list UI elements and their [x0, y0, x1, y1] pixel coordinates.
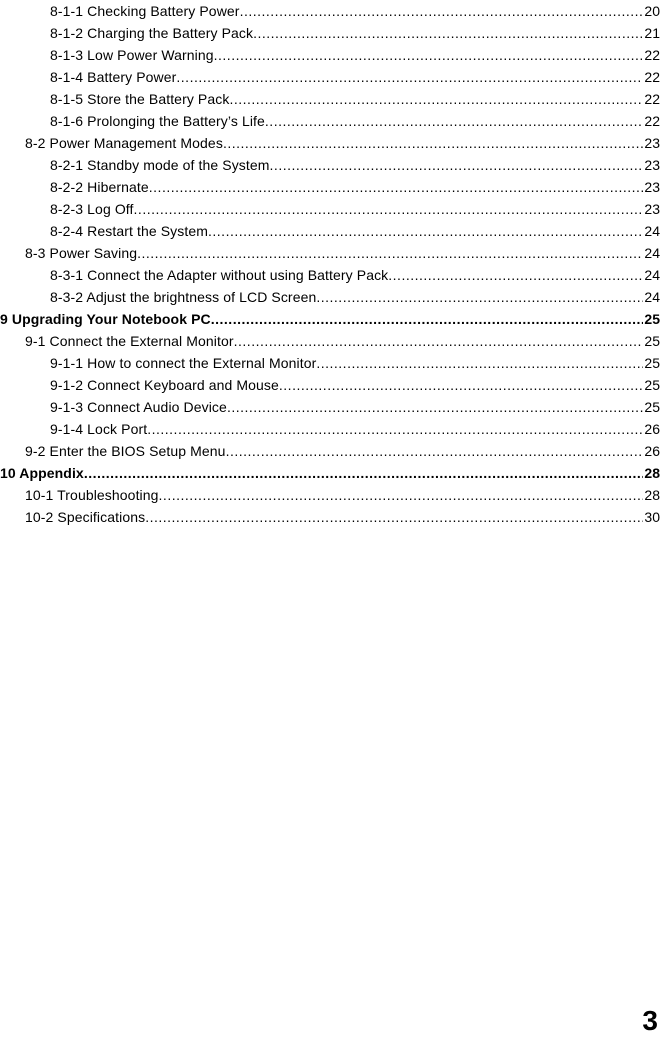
toc-entry-title: 8-1-5 Store the Battery Pack: [50, 91, 230, 107]
toc-entry-title: 9-1-4 Lock Port: [50, 421, 148, 437]
toc-entry-title: 8-2-3 Log Off: [50, 201, 134, 217]
toc-entry[interactable]: [0, 22, 660, 44]
toc-entry-page: 24: [644, 267, 660, 283]
toc-dot-leader: [214, 44, 644, 66]
toc-dot-leader: [253, 22, 643, 44]
toc-entry-title: 8-1-1 Checking Battery Power: [50, 3, 240, 19]
toc-entry[interactable]: [0, 286, 660, 308]
toc-entry-title: 8-2-2 Hibernate: [50, 179, 149, 195]
toc-entry[interactable]: [0, 462, 660, 484]
toc-dot-leader: [145, 506, 643, 528]
toc-entry-page: 25: [644, 399, 660, 415]
toc-entry-title: 8-1-4 Battery Power: [50, 69, 177, 85]
toc-entry-page: 22: [644, 91, 660, 107]
toc-entry[interactable]: [0, 484, 660, 506]
toc-entry-page: 26: [644, 421, 660, 437]
toc-entry[interactable]: [0, 132, 660, 154]
toc-dot-leader: [316, 286, 643, 308]
toc-entry[interactable]: [0, 154, 660, 176]
toc-entry[interactable]: [0, 374, 660, 396]
toc-entry-title: 10-1 Troubleshooting: [25, 487, 159, 503]
toc-dot-leader: [240, 0, 644, 22]
toc-dot-leader: [234, 330, 644, 352]
toc-entry-title: 9-2 Enter the BIOS Setup Menu: [25, 443, 226, 459]
toc-entry[interactable]: [0, 44, 660, 66]
toc-entry[interactable]: [0, 330, 660, 352]
toc-dot-leader: [147, 418, 643, 440]
toc-entry-title: 8-2 Power Management Modes: [25, 135, 223, 151]
toc-entry[interactable]: [0, 308, 660, 330]
toc-entry-page: 23: [644, 157, 660, 173]
toc-entry-title: 10 Appendix: [0, 465, 84, 481]
toc-dot-leader: [226, 440, 644, 462]
page-number: 3: [642, 1005, 658, 1036]
toc-entry-title: 8-1-2 Charging the Battery Pack: [50, 25, 254, 41]
toc-entry-page: 20: [644, 3, 660, 19]
toc-entry-title: 9-1-1 How to connect the External Monitor: [50, 355, 317, 371]
toc-dot-leader: [208, 220, 643, 242]
toc-dot-leader: [84, 462, 644, 484]
toc-entry-page: 22: [644, 69, 660, 85]
toc-entry[interactable]: [0, 66, 660, 88]
toc-entry[interactable]: [0, 176, 660, 198]
toc-dot-leader: [137, 242, 643, 264]
toc-dot-leader: [265, 110, 644, 132]
toc-entry-title: 8-3 Power Saving: [25, 245, 138, 261]
toc-entry-title: 8-2-4 Restart the System: [50, 223, 209, 239]
toc-entry-title: 9 Upgrading Your Notebook PC: [0, 311, 211, 327]
toc-entry-page: 25: [644, 311, 660, 327]
toc-entry[interactable]: [0, 418, 660, 440]
toc-entry-page: 22: [644, 47, 660, 63]
toc-entry-page: 23: [644, 201, 660, 217]
toc-entry-page: 25: [644, 377, 660, 393]
toc-dot-leader: [223, 132, 643, 154]
toc-entry-page: 30: [644, 509, 660, 525]
toc-dot-leader: [229, 88, 643, 110]
toc-entry[interactable]: [0, 440, 660, 462]
toc-entry[interactable]: [0, 0, 660, 22]
toc-entry-title: 8-1-3 Low Power Warning: [50, 47, 214, 63]
toc-entry-page: 24: [644, 245, 660, 261]
toc-entry[interactable]: [0, 396, 660, 418]
toc-entry-title: 8-3-2 Adjust the brightness of LCD Screen: [50, 289, 317, 305]
toc-entry-page: 28: [644, 465, 660, 481]
toc-entry-page: 25: [644, 333, 660, 349]
toc-entry-page: 21: [644, 25, 660, 41]
toc-dot-leader: [211, 308, 644, 330]
toc-entry-title: 10-2 Specifications: [25, 509, 146, 525]
toc-dot-leader: [388, 264, 643, 286]
toc-entry-page: 23: [644, 135, 660, 151]
toc-entry[interactable]: [0, 242, 660, 264]
toc-entry-title: 8-3-1 Connect the Adapter without using Battery Pack: [50, 267, 389, 283]
toc-entry-page: 26: [644, 443, 660, 459]
toc-dot-leader: [134, 198, 644, 220]
toc-entry-page: 25: [644, 355, 660, 371]
toc-dot-leader: [159, 484, 644, 506]
toc-entry-page: 23: [644, 179, 660, 195]
toc-entry[interactable]: [0, 264, 660, 286]
toc-entry-page: 24: [644, 289, 660, 305]
toc-entry-page: 24: [644, 223, 660, 239]
toc-dot-leader: [149, 176, 644, 198]
toc-entry[interactable]: [0, 220, 660, 242]
toc-entry-page: 22: [644, 113, 660, 129]
toc-dot-leader: [176, 66, 643, 88]
toc-entry-title: 9-1-2 Connect Keyboard and Mouse: [50, 377, 279, 393]
toc-entry-title: 9-1-3 Connect Audio Device: [50, 399, 227, 415]
toc-entry[interactable]: [0, 352, 660, 374]
toc-entry[interactable]: [0, 88, 660, 110]
toc-dot-leader: [227, 396, 643, 418]
toc-entry-title: 8-2-1 Standby mode of the System: [50, 157, 270, 173]
toc-entry[interactable]: [0, 198, 660, 220]
toc-dot-leader: [316, 352, 643, 374]
toc-entry-title: 9-1 Connect the External Monitor: [25, 333, 234, 349]
toc-entry[interactable]: [0, 506, 660, 528]
toc-entry-page: 28: [644, 487, 660, 503]
toc-dot-leader: [270, 154, 644, 176]
toc-dot-leader: [279, 374, 644, 396]
toc-entry-title: 8-1-6 Prolonging the Battery’s Life: [50, 113, 265, 129]
toc-entry[interactable]: [0, 110, 660, 132]
